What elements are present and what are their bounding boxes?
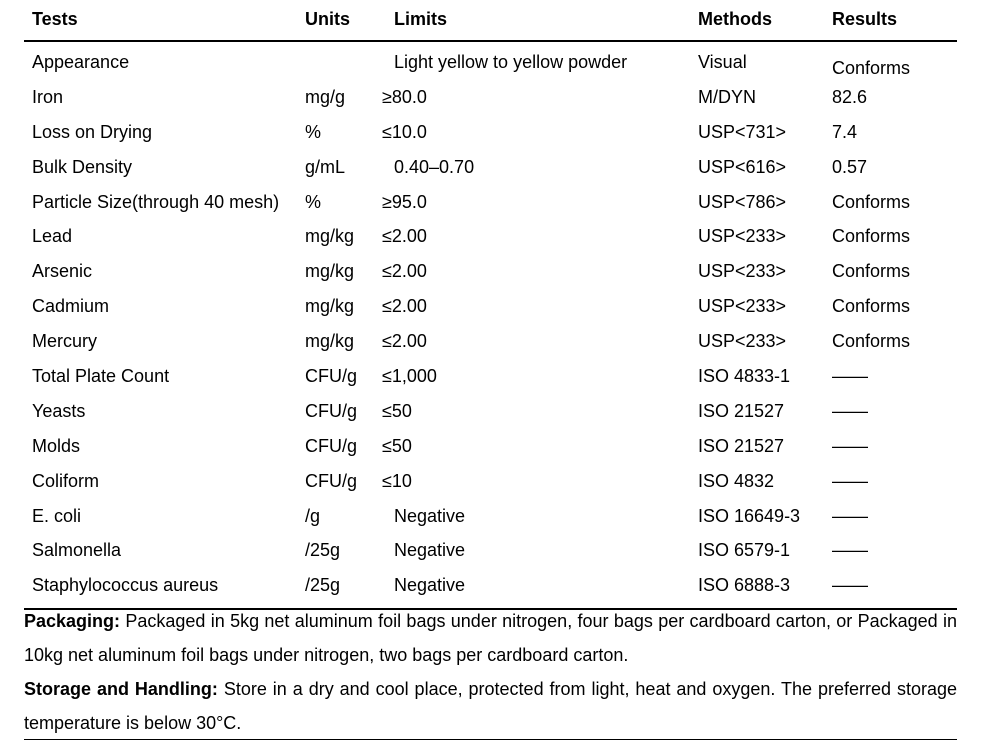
result-cell: —— xyxy=(832,470,868,491)
method-cell: ISO 4832 xyxy=(698,470,775,491)
table-row xyxy=(24,120,957,155)
test-cell: Lead xyxy=(32,226,73,247)
table-row xyxy=(24,504,957,539)
table-row xyxy=(24,469,957,504)
unit-cell: CFU/g xyxy=(305,435,358,456)
unit-cell: mg/g xyxy=(305,86,346,107)
notes xyxy=(24,604,957,740)
test-cell: Yeasts xyxy=(32,400,86,421)
table-row xyxy=(24,190,957,225)
result-cell: —— xyxy=(832,366,868,387)
limit-cell: ≤2.00 xyxy=(382,296,427,317)
result-cell: Conforms xyxy=(832,58,911,78)
test-cell: Total Plate Count xyxy=(32,366,170,387)
method-cell: USP<233> xyxy=(698,261,787,282)
method-cell: M/DYN xyxy=(698,86,756,107)
test-cell: Loss on Drying xyxy=(32,121,153,142)
header-tests: Tests xyxy=(32,9,78,29)
table-row xyxy=(24,85,957,120)
method-cell: USP<616> xyxy=(698,156,787,177)
result-cell: —— xyxy=(832,540,868,561)
limit-cell: Negative xyxy=(394,575,466,596)
unit-cell: % xyxy=(305,191,322,212)
unit-cell: mg/kg xyxy=(305,226,355,247)
method-cell: Visual xyxy=(698,52,747,72)
unit-cell: % xyxy=(305,121,322,142)
unit-cell: CFU/g xyxy=(305,400,358,421)
packaging-label: Packaging: xyxy=(24,611,121,631)
result-cell: Conforms xyxy=(832,191,911,212)
test-cell: Molds xyxy=(32,435,81,456)
limit-cell: ≤2.00 xyxy=(382,331,427,352)
test-cell: Salmonella xyxy=(32,540,122,561)
packaging-note xyxy=(24,604,957,672)
test-cell: Coliform xyxy=(32,470,100,491)
method-cell: ISO 16649-3 xyxy=(698,505,801,526)
method-cell: USP<786> xyxy=(698,191,787,212)
unit-cell: g/mL xyxy=(305,156,346,177)
test-cell: Cadmium xyxy=(32,296,110,317)
result-cell: Conforms xyxy=(832,296,911,317)
limit-cell: ≤50 xyxy=(382,400,412,421)
result-cell: —— xyxy=(832,435,868,456)
page-bottom-rule xyxy=(24,739,957,740)
test-cell: E. coli xyxy=(32,505,82,526)
result-cell: Conforms xyxy=(832,331,911,352)
spec-table xyxy=(24,0,957,610)
limit-cell: ≤2.00 xyxy=(382,261,427,282)
result-cell: Conforms xyxy=(832,261,911,282)
limit-cell: ≤50 xyxy=(382,435,412,456)
result-cell: —— xyxy=(832,575,868,596)
header-units: Units xyxy=(305,9,350,29)
table-row xyxy=(24,538,957,573)
table-row xyxy=(24,155,957,190)
method-cell: ISO 6888-3 xyxy=(698,575,791,596)
table-row xyxy=(24,329,957,364)
limit-cell: ≤1,000 xyxy=(382,366,437,387)
table-row xyxy=(24,399,957,434)
method-cell: USP<233> xyxy=(698,296,787,317)
table-row xyxy=(24,259,957,294)
test-cell: Mercury xyxy=(32,331,98,352)
method-cell: ISO 21527 xyxy=(698,400,785,421)
storage-note xyxy=(24,672,957,740)
limit-cell: ≤10.0 xyxy=(382,121,427,142)
unit-cell: CFU/g xyxy=(305,470,358,491)
table-row xyxy=(24,224,957,259)
method-cell: ISO 6579-1 xyxy=(698,540,791,561)
packaging-text: Packaged in 5kg net aluminum foil bags under nitrogen, four bags per cardboard carton, or Packaged in 10kg net aluminum foil bags under nitrogen, two bags per cardboard carton. xyxy=(24,611,957,665)
method-cell: USP<233> xyxy=(698,331,787,352)
header-methods: Methods xyxy=(698,9,772,29)
limit-cell: 0.40–0.70 xyxy=(394,156,475,177)
table-body xyxy=(24,42,957,608)
test-cell: Particle Size(through 40 mesh) xyxy=(32,191,280,212)
header-results: Results xyxy=(832,9,898,29)
table-row xyxy=(24,364,957,399)
result-cell: 82.6 xyxy=(832,86,868,107)
table-row xyxy=(24,294,957,329)
method-cell: USP<233> xyxy=(698,226,787,247)
unit-cell: /25g xyxy=(305,575,341,596)
unit-cell: mg/kg xyxy=(305,261,355,282)
unit-cell: CFU/g xyxy=(305,366,358,387)
unit-cell: mg/kg xyxy=(305,296,355,317)
limit-cell: ≤2.00 xyxy=(382,226,427,247)
limit-cell: Light yellow to yellow powder xyxy=(394,52,628,72)
method-cell: ISO 4833-1 xyxy=(698,366,791,387)
limit-cell: Negative xyxy=(394,505,466,526)
table-row xyxy=(24,50,957,85)
table-row xyxy=(24,434,957,469)
limit-cell: Negative xyxy=(394,540,466,561)
limit-cell: ≥80.0 xyxy=(382,86,427,107)
table-header xyxy=(24,0,957,42)
result-cell: 0.57 xyxy=(832,156,868,177)
unit-cell: /g xyxy=(305,505,321,526)
test-cell: Appearance xyxy=(32,52,130,72)
result-cell: —— xyxy=(832,400,868,421)
test-cell: Staphylococcus aureus xyxy=(32,575,219,596)
test-cell: Arsenic xyxy=(32,261,93,282)
limit-cell: ≤10 xyxy=(382,470,412,491)
unit-cell: mg/kg xyxy=(305,331,355,352)
storage-text: Store in a dry and cool place, protected from light, heat and oxygen. The preferred storage temperature is below 30°C. xyxy=(24,679,957,733)
method-cell: USP<731> xyxy=(698,121,787,142)
limit-cell: ≥95.0 xyxy=(382,191,427,212)
test-cell: Bulk Density xyxy=(32,156,133,177)
test-cell: Iron xyxy=(32,86,64,107)
result-cell: Conforms xyxy=(832,226,911,247)
storage-label: Storage and Handling: xyxy=(24,679,218,699)
header-limits: Limits xyxy=(394,9,448,29)
result-cell: —— xyxy=(832,505,868,526)
unit-cell: /25g xyxy=(305,540,341,561)
method-cell: ISO 21527 xyxy=(698,435,785,456)
result-cell: 7.4 xyxy=(832,121,858,142)
